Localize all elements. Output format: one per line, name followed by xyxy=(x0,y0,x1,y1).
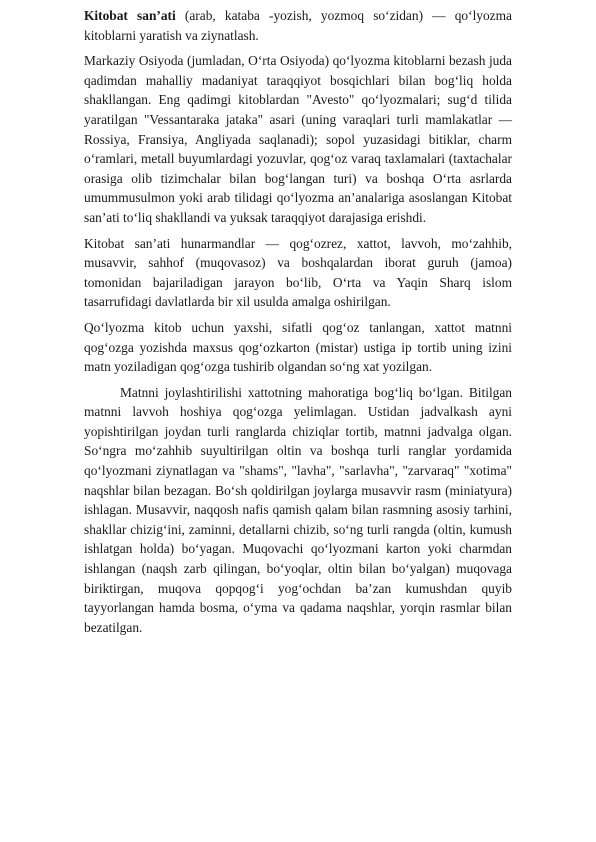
paragraph-decoration: Matnni joylashtirilishi xattotning mahoratiga bog‘liq bo‘lgan. Bitilgan matnni lavvoh hoshiya qog‘ozga yelimlagan. Ustidan jadvalkash ayni yopishtirilgan joydan turli ranglarda chiziqlar tortib, matnni jadvalga olgan. So‘ngra mo‘zahhib suyultirilgan oltin va boshqa turli ranglar yordamida qo‘lyozmani ziynatlagan va "shams", "lavha", "sarlavha", "zarvaraq" "xotima" naqshlar bilan bezagan. Bo‘sh qoldirilgan joylarga musavvir rasm (miniatyura) ishlagan. Musavvir, naqqosh nafis qamish qalam bilan rasmning asosiy tarhini, shakllar chizig‘ini, zaminni, detallarni chizib, so‘ng turli rangda (oltin, kumush ishlatgan holda) bo‘yagan. Muqovachi qo‘lyozmani karton yoki charmdan ishlangan (naqsh zarb qilingan, bo‘yoqlar, oltin bilan bo‘yalgan) muqovaga biriktirgan, muqova qopqog‘i yog‘ochdan ba’zan kumushdan quyib tayyorlangan hamda bosma, o‘yma va qadama naqshlar, yorqin rasmlar bilan bezatilgan. xyxy=(84,384,512,635)
paragraph-history: Markaziy Osiyoda (jumladan, O‘rta Osiyoda) qo‘lyozma kitoblarni bezash juda qadimdan mahalliy madaniyat taraqqiyot bosqichlari bilan bog‘liq holda shakllangan. Eng qadimgi kitoblardan "Avesto" qo‘lyozmalari; sug‘d tilida yaratilgan "Vessantaraka jataka" asari (uning varaqlari turli mamlakatlar — Rossiya, Fransiya, Angliyada saqlanadi); sopol yuzasidagi bitiklar, charm o‘ramlari, metall buyumlardagi yozuvlar, qog‘oz varaq taxlamalari (taxtachalar orasiga olib tizimchalar bilan bog‘langan turi) va boshqa O‘rta asrlarda umummusulmon yoki arab tilidagi qo‘lyozma an’analariga asoslangan Kitobat san’ati to‘liq shakllandi va yuksak taraqqiyot darajasiga erishdi. xyxy=(84,53,512,225)
paragraph-craftsmen: Kitobat san’ati hunarmandlar — qog‘ozrez, xattot, lavvoh, mo‘zahhib, musavvir, sahhof (muqovasoz) va boshqalardan iborat guruh (jamoa) tomonidan bajariladigan jarayon bo‘lib, O‘rta va Yaqin Sharq islom tasarrufidagi davlatlarda bir xil usulda amalga oshirilgan. xyxy=(84,235,512,310)
paragraph-definition xyxy=(84,6,512,45)
paragraph-paper: Qo‘lyozma kitob uchun yaxshi, sifatli qog‘oz tanlangan, xattot matnni qog‘ozga yozishda maxsus qog‘ozkarton (mistar) ustiga ip tortib uning izini matn yoziladigan qog‘ozga tushirib olgandan so‘ng xat yozilgan. xyxy=(84,319,512,375)
definition-text: (arab, kataba -yozish, yozmoq so‘zidan) — qo‘lyozma kitoblarni yaratish va ziynatlash. xyxy=(84,8,512,43)
term-kitobat: Kitobat san’ati xyxy=(84,8,176,23)
document-page xyxy=(84,6,512,643)
